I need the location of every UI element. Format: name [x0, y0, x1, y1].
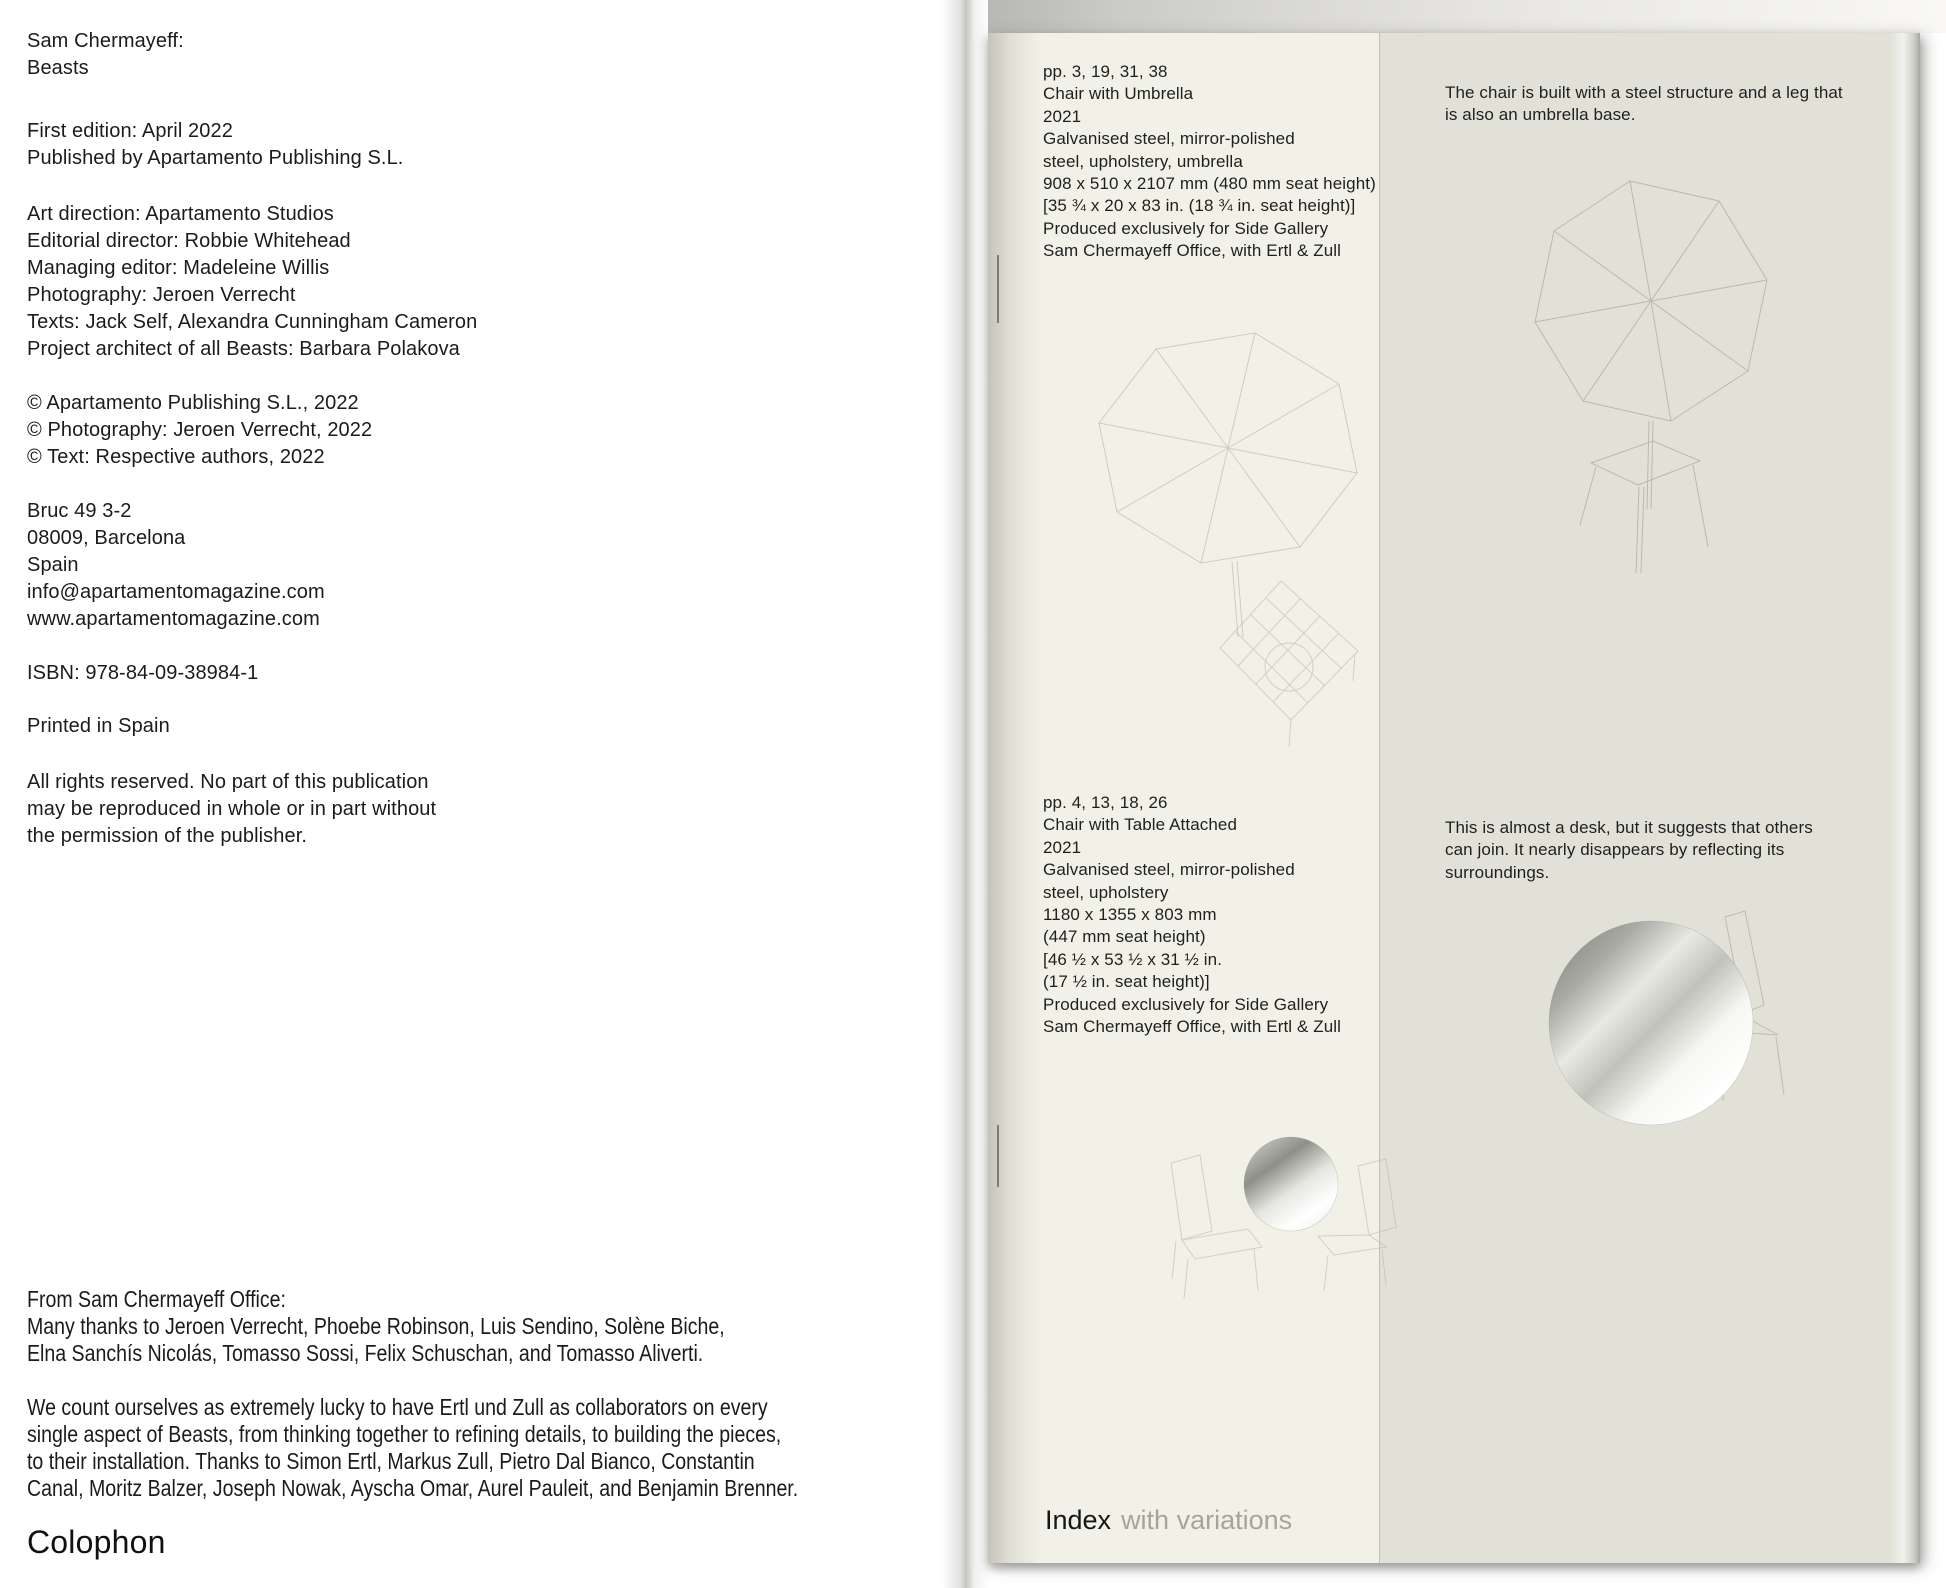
text-line: Chair with Table Attached [1043, 815, 1238, 835]
text-line: 2021 [1043, 106, 1082, 126]
credits-block [27, 201, 477, 363]
mirror-table-top [1549, 921, 1753, 1125]
text-line: Photography: Jeroen Verrecht [27, 284, 296, 306]
text-line: All rights reserved. No part of this publication [27, 771, 429, 793]
text-line: First edition: April 2022 [27, 120, 233, 142]
text-line: single aspect of Beasts, from thinking together to refining details, to building the pieces, [27, 1421, 782, 1447]
text-line: This is almost a desk, but it suggests that others [1445, 818, 1813, 837]
text-line: Many thanks to Jeroen Verrecht, Phoebe Robinson, Luis Sendino, Solène Biche, [27, 1313, 725, 1339]
printed-in-line [27, 713, 170, 740]
index-footer [1045, 1505, 1292, 1535]
text-line: Galvanised steel, mirror-polished [1043, 129, 1295, 149]
text-line: the permission of the publisher. [27, 825, 308, 847]
chair-with-umbrella-large-drawing [1099, 333, 1357, 637]
text-line: 1180 x 1355 x 803 mm [1043, 904, 1217, 924]
text-line: ISBN: 978-84-09-38984-1 [27, 662, 259, 684]
rights-block [27, 769, 436, 850]
text-line: (447 mm seat height) [1043, 927, 1206, 947]
book-gutter-shadow [942, 0, 990, 1588]
index-entry-note [1445, 817, 1813, 884]
text-line: Elna Sanchís Nicolás, Tomasso Sossi, Felix Schuschan, and Tomasso Aliverti. [27, 1340, 704, 1366]
text-line: From Sam Chermayeff Office: [27, 1286, 286, 1312]
text-line: (17 ½ in. seat height)] [1043, 972, 1210, 992]
margin-tick-mark [997, 1125, 999, 1187]
thanks-block-2 [27, 1394, 798, 1502]
text-line: is also an umbrella base. [1445, 105, 1636, 125]
text-line: steel, upholstery [1043, 882, 1169, 902]
text-line: © Apartamento Publishing S.L., 2022 [27, 392, 359, 414]
text-line: [46 ½ x 53 ½ x 31 ½ in. [1043, 949, 1223, 969]
index-entry-chair-with-umbrella [1043, 61, 1376, 263]
text-line: can join. It nearly disappears by reflecting its [1445, 840, 1785, 860]
edition-block [27, 118, 403, 172]
text-line: Sam Chermayeff Office, with Ertl & Zull [1043, 1016, 1342, 1036]
text-line: Texts: Jack Self, Alexandra Cunningham Cameron [27, 311, 478, 333]
text-line: Produced exclusively for Side Gallery [1043, 994, 1329, 1014]
text-line: to their installation. Thanks to Simon Ertl, Markus Zull, Pietro Dal Bianco, Constantin [27, 1448, 755, 1474]
book-title-block [27, 28, 184, 82]
text-line: Art direction: Apartamento Studios [27, 203, 334, 225]
text-line: pp. 4, 13, 18, 26 [1043, 793, 1168, 812]
index-subtitle: with variations [1121, 1505, 1293, 1535]
chair-with-umbrella-small-drawing [1535, 181, 1767, 573]
text-line: surroundings. [1445, 862, 1550, 882]
margin-tick-mark [997, 255, 999, 323]
text-line: Spain [27, 554, 79, 576]
index-title: Index [1045, 1505, 1112, 1535]
text-line: Galvanised steel, mirror-polished [1043, 860, 1295, 880]
text-line: pp. 3, 19, 31, 38 [1043, 62, 1168, 81]
text-line: We count ourselves as extremely lucky to have Ertl und Zull as collaborators on every [27, 1394, 768, 1420]
text-line: Sam Chermayeff: [27, 30, 184, 52]
isbn-line [27, 660, 258, 687]
text-line: © Text: Respective authors, 2022 [27, 446, 325, 468]
text-line: © Photography: Jeroen Verrecht, 2022 [27, 419, 373, 441]
text-line: info@apartamentomagazine.com [27, 581, 325, 603]
text-line: [35 ¾ x 20 x 83 in. (18 ¾ in. seat height)] [1043, 196, 1356, 216]
thanks-block-1 [27, 1286, 725, 1367]
text-line: Managing editor: Madeleine Willis [27, 257, 330, 279]
photo-background-band [988, 0, 1946, 33]
text-line: Beasts [27, 57, 89, 79]
index-entry-note [1445, 82, 1843, 127]
index-page [988, 33, 1920, 1563]
copyright-block [27, 390, 372, 471]
text-line: Published by Apartamento Publishing S.L. [27, 147, 404, 169]
text-line: Editorial director: Robbie Whitehead [27, 230, 351, 252]
text-line: Project architect of all Beasts: Barbara Polakova [27, 338, 460, 360]
text-line: 2021 [1043, 837, 1082, 857]
text-line: www.apartamentomagazine.com [27, 608, 320, 630]
index-entry-chair-with-table [1043, 792, 1341, 1038]
address-block [27, 498, 325, 633]
text-line: 908 x 510 x 2107 mm (480 mm seat height) [1043, 173, 1376, 193]
mirror-table-top-small [1244, 1137, 1338, 1231]
text-line: The chair is built with a steel structure and a leg that [1445, 83, 1843, 102]
text-line: 08009, Barcelona [27, 527, 186, 549]
text-line: Produced exclusively for Side Gallery [1043, 218, 1329, 238]
text-line: Canal, Moritz Balzer, Joseph Nowak, Ayscha Omar, Aurel Pauleit, and Benjamin Brenner. [27, 1475, 799, 1501]
text-line: Sam Chermayeff Office, with Ertl & Zull [1043, 241, 1342, 261]
text-line: steel, upholstery, umbrella [1043, 151, 1243, 171]
text-line: Printed in Spain [27, 715, 170, 737]
page-title: Colophon [27, 1524, 166, 1560]
text-line: Chair with Umbrella [1043, 84, 1194, 104]
text-line: may be reproduced in whole or in part without [27, 798, 437, 820]
text-line: Bruc 49 3-2 [27, 500, 132, 522]
